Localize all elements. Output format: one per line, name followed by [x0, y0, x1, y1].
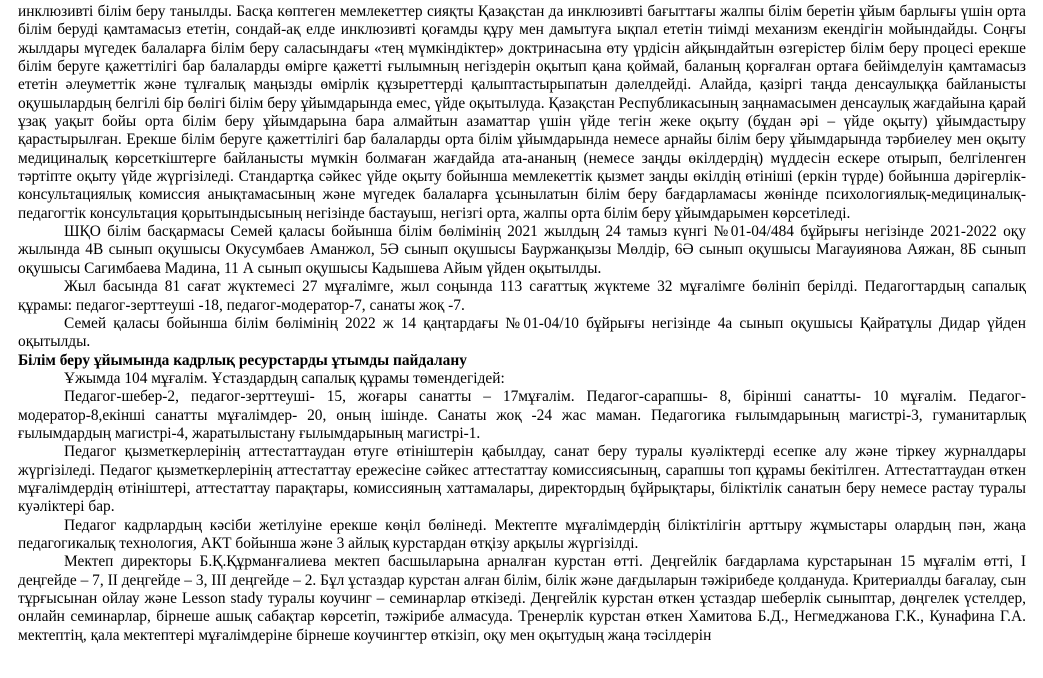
- paragraph-inclusive-education: инклюзивті білім беру танылды. Басқа көптеген мемлекеттер сияқты Қазақстан да инклюзивті бағыттағы жалпы білім беретін ұйым барлығы үшін орта білім беруді қамтамасыз ететін, сондай-ақ елде инклюзивті қоғамды құру мен дамытуға ықпал ететін тиімді механизм екендігін мойындайды. Соңғы жылдары мүгедек балаларға білім беру саласындағы «тең мүмкіндіктер» доктринасына өту үрдісін айқындайтын өзгерістер білім беру процесі ерекше білім беруге қажеттілігі бар балаларды өмірге қажетті ғылымның негіздерін оқытып қана қоймай, баланың қорғалған ортаға бейімделуін қамтамасыз ететін әлеуметтік және тұлғалық маңызды өмірлік құзыреттерді қалыптастырыпатын дәлелдейді. Алайда, қазіргі таңда денсаулыққа байланысты оқушылардың белгілі бір бөлігі білім беру ұйымдарында емес, үйде оқытылуда. Қазақстан Республикасының заңнамасымен денсаулық жағдайына қарай ұзақ уақыт бойы орта білім беру ұйымдарына бара алмайтын азаматтар үшін үйде тегін жеке оқыту (бұдан әрі – үйде оқыту) ұйымдастыру қарастырылған. Ерекше білім беруге қажеттілігі бар балаларды орта білім ұйымдарында немесе арнайы білім беру ұйымдарында тәрбиелеу мен оқыту медициналық көрсеткіштерге байланысты мүмкін болмаған жағдайда ата-ананың (немесе заңды өкілдердің) мүддесін ескере отырып, белгіленген тәртіпте оқыту үйде жүргізіледі. Стандартқа сәйкес үйде оқыту бойынша мемлекеттік қызмет заңды өкілдің өтініші (еркін түрде) бойынша дәрігерлік-консультациялық комиссия анықтамасының және мүгедек балаларға ұсынылатын білім беру бағдарламасы жөнінде психологиялық-медициналық-педагогтік консультация қорытындысының негізінде бастауыш, негізгі орта, жалпы орта білім беру ұйымдарымен көрсетіледі.: [18, 3, 1026, 222]
- section-heading-staff-resources: Білім беру ұйымында кадрлық ресурстарды ұтымды пайдалану: [18, 351, 467, 369]
- paragraph-home-schooled-students-2021: ШҚО білім басқармасы Семей қаласы бойынша білім бөлімінің 2021 жылдың 24 тамыз күнгі №01-04/484 бұйрығы негізінде 2021-2022 оқу жылында 4В сынып оқушысы Окусумбаев Аманжол, 5Ә сынып оқушысы Бауржанқызы Мөлдір, 6Ә сынып оқушысы Магауиянова Аяжан, 8Б сынып оқушысы Сагимбаева Мадина, 11 А сынып оқушысы Кадышева Айым үйден оқытылды.: [18, 223, 1026, 277]
- paragraph-home-schooled-student-2022: Семей қаласы бойынша білім бөлімінің 2022 ж 14 қаңтардағы №01-04/10 бұйрығы негізінде 4а сынып оқушысы Қайратұлы Дидар үйден оқытылды.: [18, 314, 1026, 351]
- paragraph-professional-development: Педагог кадрлардың кәсіби жетілуіне ерекше көңіл бөлінеді. Мектепте мұғалімдердің біліктілігін арттыру жұмыстары олардың пән, жаңа педагогикалық технология, АКТ бойынша және 3 айлық курстардан өтқізу арқылы жүргізілді.: [18, 516, 1026, 552]
- paragraph-teaching-load: Жыл басында 81 сағат жүктемесі 27 мұғалімге, жыл соңында 113 сағаттық жүктеме 32 мұғалімге бөлініп берілді. Педагогтардың сапалық құрамы: педагог-зерттеуші -18, педагог-модератор-7, санаты жоқ -7.: [18, 278, 1026, 314]
- paragraph-staff-qualifications: Педагог-шебер-2, педагог-зерттеуші- 15, жоғары санатты – 17мұғалім. Педагог-сарапшы- 8, бірінші санатты- 10 мұғалім. Педагог-модератор-8,екінші санатты мұғалімдер- 20, оның ішінде. Санаты жоқ -24 жас маман. Педагогика ғылымдарының магистрі-3, гуманитарлық ғылымдардың магистрі-4, жаратылыстану ғылымдарының магистрі-1.: [18, 388, 1026, 442]
- paragraph-staff-count: Ұжымда 104 мұғалім. Ұстаздардың сапалық құрамы төмендегідей:: [64, 369, 505, 387]
- paragraph-attestation: Педагог қызметкерлерінің аттестаттаудан өтуге өтініштерін қабылдау, санат беру туралы куәліктерді есепке алу және тіркеу журналдары жүргізіледі. Педагог қызметкерлерінің аттестаттау ережесіне сәйкес аттестаттау комиссиясының, сарапшы топ құрамы бекітілген. Аттестаттаудан өткен мұғалімдердің өтініштері, аттестаттау парақтары, комиссияның хаттамалары, директордың бұйрықтары, біліктілік санатын беру немесе растау туралы куәліктері бар.: [18, 443, 1026, 516]
- paragraph-courses: Мектеп директоры Б.Қ.Құрманғалиева мектеп басшыларына арналған курстан өтті. Деңгейлік бағдарлама курстарынан 15 мұғалім өтті, І деңгейде – 7, ІІ деңгейде – 3, ІІІ деңгейде – 2. Бұл ұстаздар курстан алған білім, білік және дағдыларын тәжірибеде қолдануда. Критериалды бағалау, сын тұрғысынан ойлау және Lesson stady туралы коучинг – семинарлар өткізеді. Деңгейлік курстан өткен ұстаздар шеберлік сыныптар, дөңгелек үстелдер, онлайн семинарлар, бірнеше ашық сабақтар көрсетіп, тәжірибе алмасуда. Тренерлік курстан өткен Хамитова Б.Д., Негмеджанова Г.К., Кунафина Г.А. мектептің, қала мектептері мұғалімдеріне бірнеше коучингтер өткізіп, оқу мен оқытудың жаңа тәсілдерін: [18, 553, 1026, 644]
- document-page: [18, 3, 1026, 645]
